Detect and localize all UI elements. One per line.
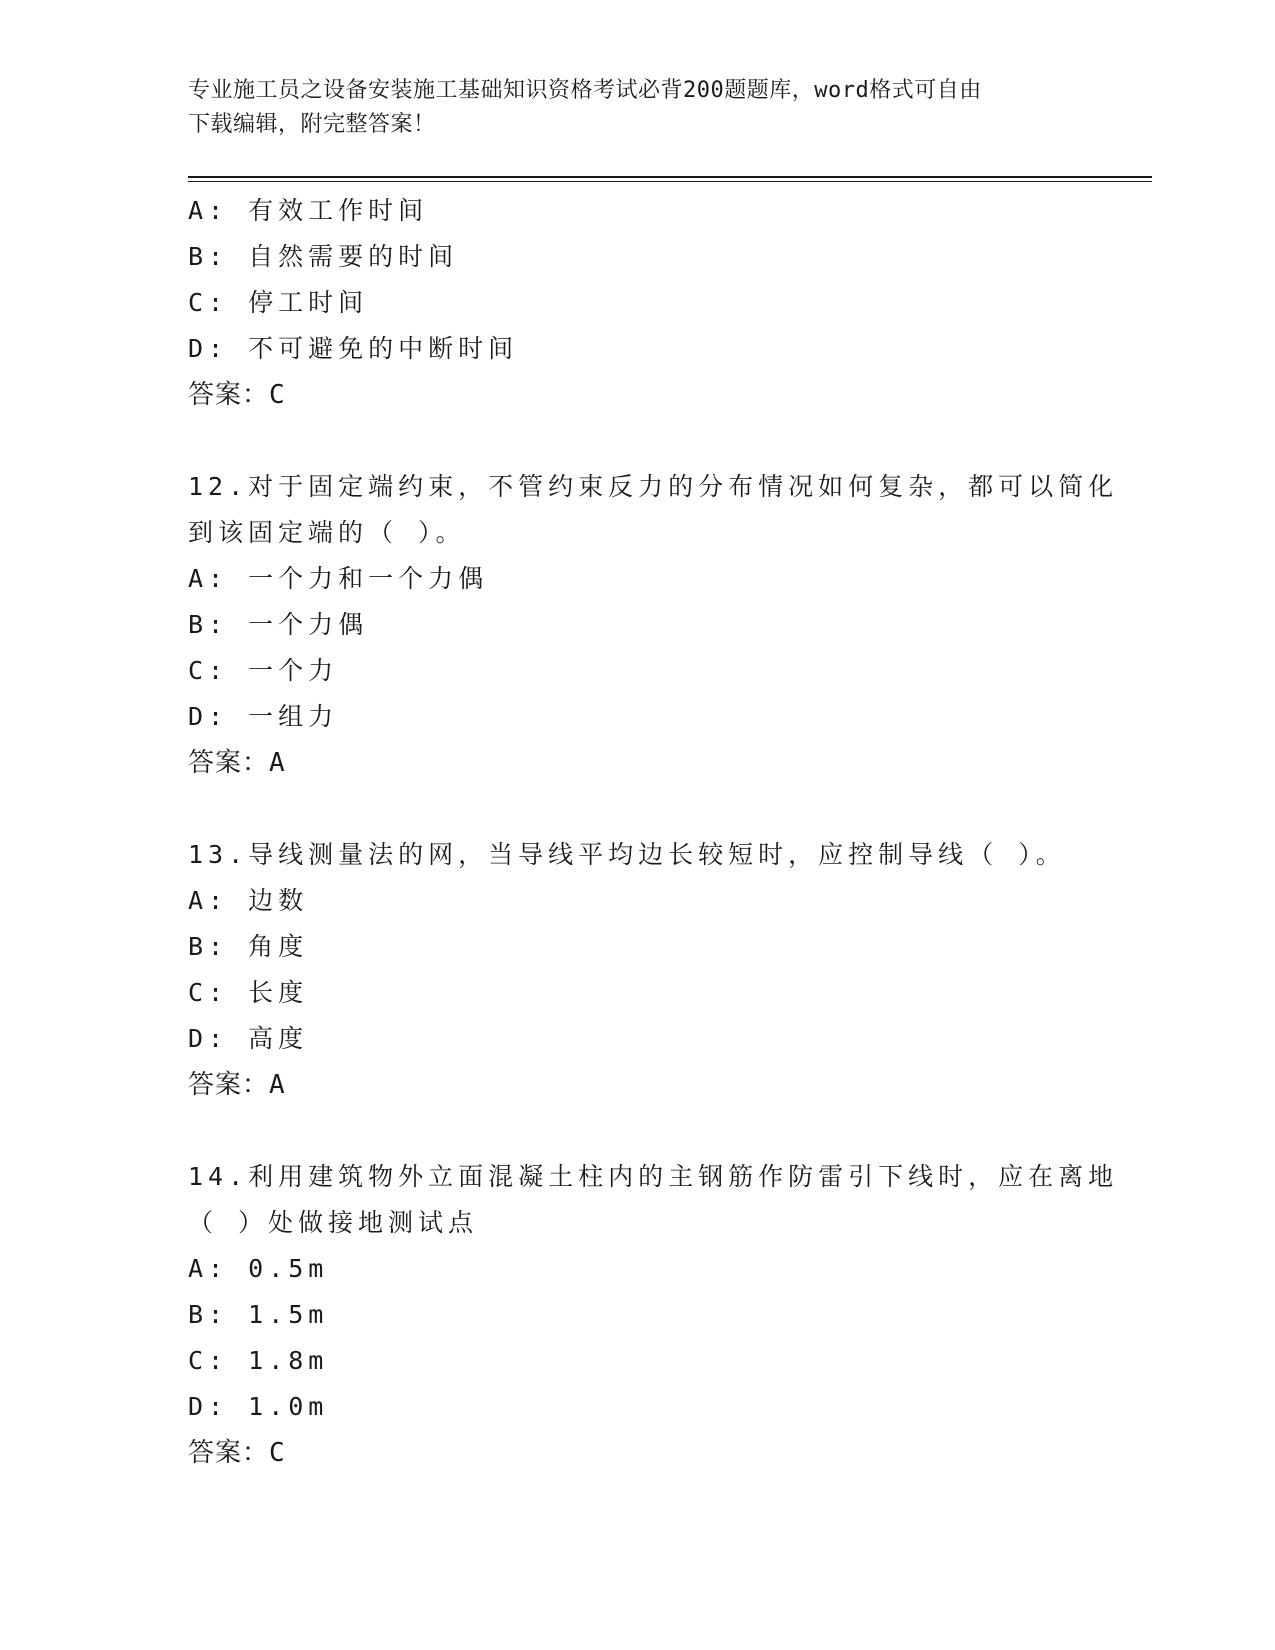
question-12 — [188, 464, 1119, 786]
option-c: C: 长度 — [188, 978, 309, 1007]
option-b: B: 1.5m — [188, 1300, 329, 1329]
option-c: C: 1.8m — [188, 1346, 329, 1375]
option-b: B: 自然需要的时间 — [188, 242, 459, 271]
option-d: D: 1.0m — [188, 1392, 329, 1421]
question-stem-line-2: 到该固定端的（ ）。 — [188, 518, 466, 547]
option-d: D: 高度 — [188, 1024, 309, 1053]
question-spacer — [188, 418, 1088, 464]
header-title-line-2: 下载编辑，附完整答案！ — [188, 112, 436, 137]
question-11 — [188, 188, 1088, 418]
header-divider-thin — [188, 181, 1152, 182]
question-stem-line-2: （ ）处做接地测试点 — [188, 1208, 479, 1237]
option-d: D: 一组力 — [188, 702, 339, 731]
question-stem-line-1: 13.导线测量法的网，当导线平均边长较短时，应控制导线（ ）。 — [188, 840, 1066, 869]
question-spacer — [188, 786, 1088, 832]
option-b: B: 角度 — [188, 932, 309, 961]
question-stem-line-1: 14.利用建筑物外立面混凝土柱内的主钢筋作防雷引下线时，应在离地 — [188, 1162, 1119, 1191]
answer-line: 答案：A — [188, 748, 286, 778]
option-c: C: 一个力 — [188, 656, 339, 685]
answer-line: 答案：A — [188, 1070, 286, 1100]
option-a: A: 一个力和一个力偶 — [188, 564, 489, 593]
questions-list — [188, 188, 1119, 1476]
question-13 — [188, 832, 1088, 1108]
question-stem-line-1: 12.对于固定端约束，不管约束反力的分布情况如何复杂，都可以简化 — [188, 472, 1119, 501]
option-c: C: 停工时间 — [188, 288, 369, 317]
option-b: B: 一个力偶 — [188, 610, 369, 639]
answer-line: 答案：C — [188, 1438, 286, 1468]
option-a: A: 边数 — [188, 886, 309, 915]
question-spacer — [188, 1108, 1088, 1154]
question-14 — [188, 1154, 1119, 1476]
answer-line: 答案：C — [188, 380, 286, 410]
option-d: D: 不可避免的中断时间 — [188, 334, 519, 363]
option-a: A: 0.5m — [188, 1254, 329, 1283]
option-a: A: 有效工作时间 — [188, 196, 429, 225]
header-title-line-1: 专业施工员之设备安装施工基础知识资格考试必背200题题库，word格式可自由 — [188, 78, 982, 103]
header-divider-thick — [188, 176, 1152, 178]
document-header — [188, 74, 1068, 142]
